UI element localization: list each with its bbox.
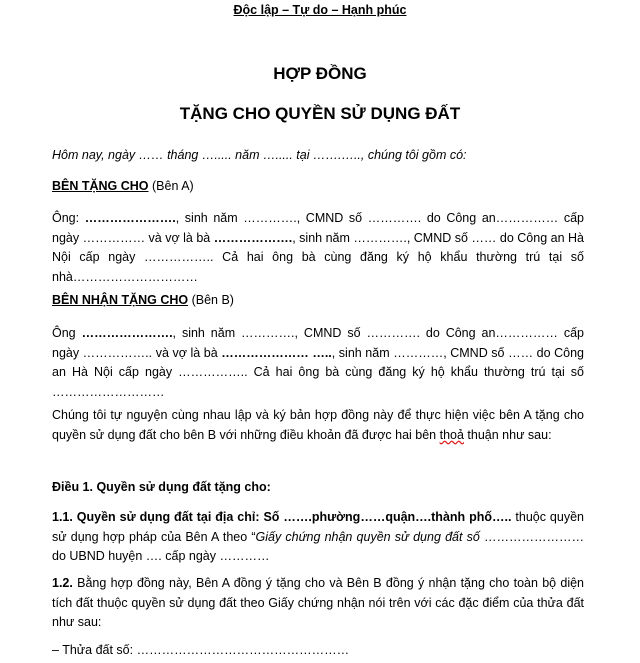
party-a-mid-text: , sinh năm …………., CMND số …………. do Công an…………… cấp ngày …………… và vợ là bà <box>52 211 584 245</box>
party-a-label: BÊN TẶNG CHO <box>52 179 149 193</box>
party-b-suffix: (Bên B) <box>188 293 234 307</box>
party-b-label: BÊN NHẬN TẶNG CHO <box>52 293 189 307</box>
clause-1-1-address: 1.1. Quyền sử dụng đất tại địa chỉ: Số …….phường……quận….thành phố….. <box>52 510 512 524</box>
clause-1-1 <box>52 508 584 567</box>
party-b-husband-name: …………………. <box>81 326 173 340</box>
clause-1-2 <box>52 574 584 633</box>
party-b-end-text: , sinh năm …………, CMND số …… do Công an Hà Nội cấp ngày …………….. Cả hai ông bà cùng đăng ký hộ khẩu thường trú tại số ……………………… <box>52 345 584 399</box>
article-1-heading: Điều 1. Quyền sử dụng đất tặng cho: <box>52 480 271 494</box>
agreement-text-before: Chúng tôi tự nguyện cùng nhau lập và ký bản hợp đồng này để thực hiện việc bên A tặng cho quyền sử dụng đất cho bên B với những điều khoản đã được hai bên <box>52 408 584 442</box>
national-motto: Độc lập – Tự do – Hạnh phúc <box>233 3 407 17</box>
clause-1-2-number: 1.2. <box>52 576 73 590</box>
spellcheck-flagged-word: thoả <box>439 427 464 442</box>
clause-1-1-end: …………………… do UBND huyện …. cấp ngày ………… <box>52 529 584 563</box>
plot-number-line: – Thửa đất số: …………………………………………… <box>52 643 350 657</box>
party-a-wife-name: ………………. <box>213 230 293 245</box>
clause-1-1-text: thuộc quyền sử dụng hợp pháp của Bên A theo “ <box>52 510 584 544</box>
party-b-heading <box>52 291 584 311</box>
agreement-text-after: thuận như sau: <box>463 427 552 442</box>
party-b-ong-label: Ông <box>52 326 82 340</box>
party-a-heading <box>52 177 584 197</box>
clause-1-1-certificate: Giấy chứng nhận quyền sử dụng đất số <box>255 529 480 544</box>
party-a-suffix: (Bên A) <box>148 179 194 193</box>
document-subtitle: TẶNG CHO QUYỀN SỬ DỤNG ĐẤT <box>179 104 461 123</box>
clause-1-2-text: Bằng hợp đồng này, Bên A đồng ý tặng cho và Bên B đồng ý nhận tặng cho toàn bộ diện tích đất thuộc quyền sử dụng đất theo Giấy chứng nhận nói trên với các đặc điểm của thửa đất như sau: <box>52 576 584 629</box>
intro-line: Hôm nay, ngày …… tháng …..... năm …..... tại …….….., chúng tôi gồm có: <box>52 148 467 162</box>
document-title: HỢP ĐỒNG <box>273 64 367 83</box>
party-a-husband-name: …………………. <box>84 211 176 225</box>
agreement-paragraph <box>52 406 584 445</box>
party-a-details <box>52 209 584 287</box>
party-a-ong-label: Ông: <box>52 211 85 225</box>
party-b-details <box>52 324 584 402</box>
party-a-end-text: , sinh năm …………., CMND số …… do Công an Hà Nội cấp ngày …………….. Cả hai ông bà cùng đăng ký hộ khẩu thường trú tại số nhà………………………… <box>52 230 584 284</box>
party-b-mid-text: , sinh năm …………., CMND số …………. do Công an…………… cấp ngày …………….. và vợ là bà <box>52 326 584 360</box>
party-b-wife-name: ………………… ….. <box>221 345 332 360</box>
